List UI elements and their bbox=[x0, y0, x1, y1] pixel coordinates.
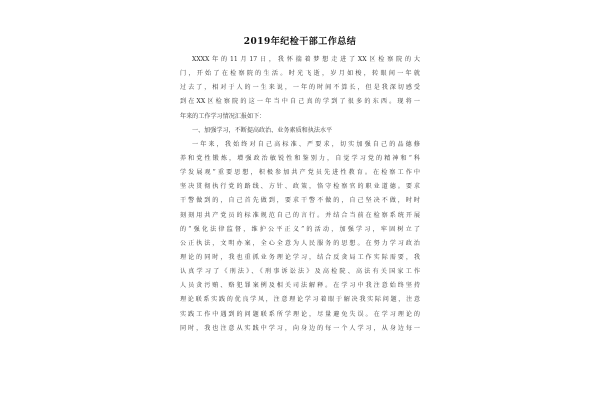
text-line: XXXX年的11月17日，我怀揣着梦想走进了XX区检察院的大 bbox=[192, 56, 420, 63]
text-line: 学发展观”重要思想，积极参加共产党员先进性教育。在检察工作中 bbox=[180, 169, 420, 177]
text-line: 理论联系实践的优良学风，注意理论学习着眼于解决我实际问题，注意 bbox=[180, 296, 420, 304]
text-line: 公正执法，文明办案，全心全意为人民服务的思想。在努力学习政治 bbox=[180, 239, 420, 247]
section-heading: 一、加强学习，不断提高政治、业务素质和执法水平 bbox=[192, 126, 333, 134]
text-line: 过去了，相对于人的一生来说，一年的时间不算长，但是我深切感受 bbox=[180, 84, 420, 92]
text-line: 实践工作中遇到的问题联系所学理论，尽量避免失误。在学习理论的 bbox=[180, 310, 420, 318]
text-line: 的“强化法律监督，维护公平正义”的活动，加强学习，牢固树立了 bbox=[180, 225, 420, 233]
text-line: 年来的工作学习情况汇报如下： bbox=[180, 112, 266, 120]
document-body bbox=[180, 34, 420, 336]
text-line: 到在XX区检察院的这一年当中自己真的学到了很多的东西。现将一 bbox=[180, 98, 420, 106]
text-line: 养和党性锻炼，增强政治敏锐性和鉴别力，自觉学习党的精神和“科 bbox=[180, 154, 420, 162]
text-line: 同时，我也注意从实践中学习，向身边的每一个人学习，从身边每一 bbox=[180, 324, 420, 332]
text-line: 坚决贯彻执行党的路线、方针、政策，恪守检察官的职业道德。要求 bbox=[180, 183, 420, 191]
text-line: 刻刻用共产党员的标准规范自己的言行。并结合当前在检察系统开展 bbox=[180, 211, 420, 219]
text-line: 认真学习了《刑法》、《刑事诉讼法》及高检院、高法有关国家工作 bbox=[180, 268, 420, 276]
text-line: 门，开始了在检察院的生活。时光飞逝，岁月如梭，转眼间一年就 bbox=[180, 70, 420, 78]
text-line: 干警做到的，自己首先做到，要求干警不做的，自己坚决不做，时时 bbox=[180, 197, 420, 205]
text-line: 一年来，我始终对自己高标准、严要求，切实加强自己的品德修 bbox=[192, 140, 420, 148]
text-line: 理论的同时，我也重抓业务理论学习，结合反贪局工作实际需要，我 bbox=[180, 253, 420, 261]
text-line: 人员贪污贿、赂犯罪案例及相关司法解释。在学习中我注意始终坚持 bbox=[180, 282, 420, 290]
document-title: 2019年纪检干部工作总结 bbox=[243, 37, 357, 47]
